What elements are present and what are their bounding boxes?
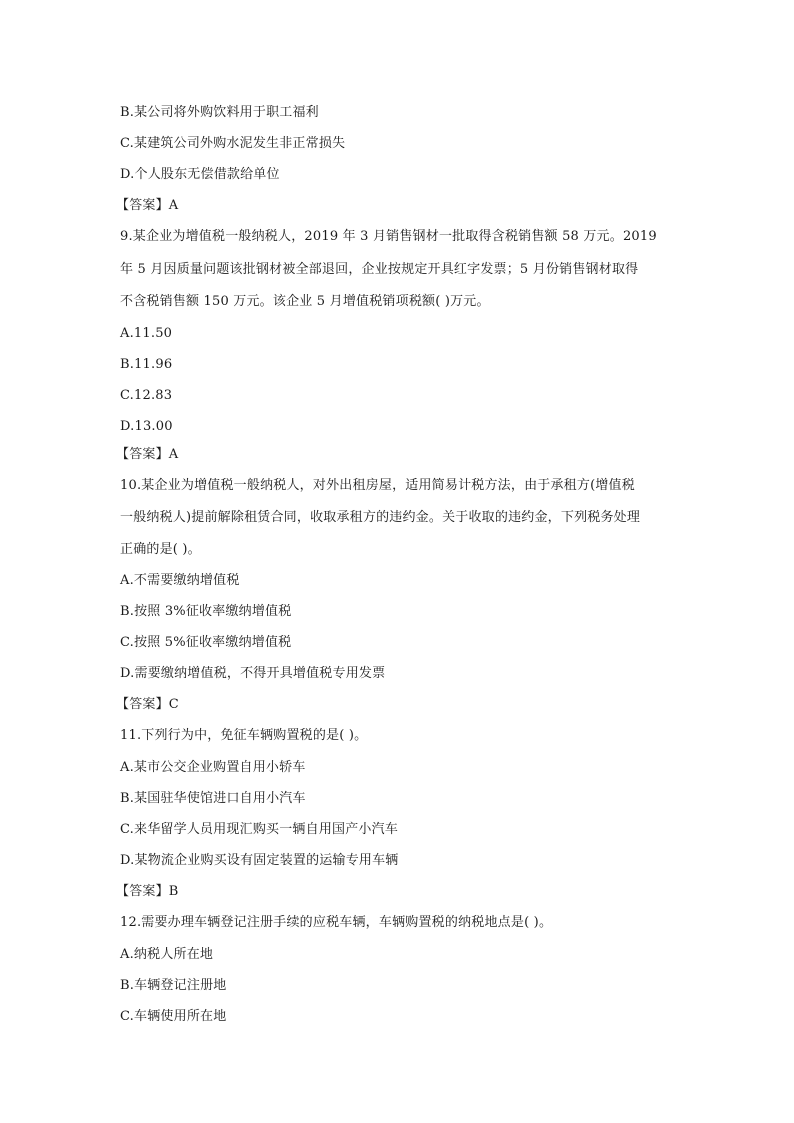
question-9-stem-line-2: 年 5 月因质量问题该批钢材被全部退回，企业按规定开具红字发票；5 月份销售钢材取得 [120, 262, 639, 277]
question-9-option-a: A.11.50 [120, 326, 173, 341]
question-9-option-d: D.13.00 [120, 419, 173, 434]
question-10-stem-line-3: 正确的是( )。 [120, 542, 201, 557]
question-12-option-b: B.车辆登记注册地 [120, 978, 227, 993]
question-12-option-c: C.车辆使用所在地 [120, 1009, 227, 1024]
question-9-stem-line-1: 9.某企业为增值税一般纳税人，2019 年 3 月销售钢材一批取得含税销售额 58 万元。2019 [120, 229, 657, 244]
question-12-stem-line-1: 12.需要办理车辆登记注册手续的应税车辆，车辆购置税的纳税地点是( )。 [120, 915, 553, 930]
question-10-option-c: C.按照 5%征收率缴纳增值税 [120, 635, 292, 650]
question-11-option-c: C.来华留学人员用现汇购买一辆自用国产小汽车 [120, 822, 399, 837]
question-10-stem-line-1: 10.某企业为增值税一般纳税人，对外出租房屋，适用简易计税方法，由于承租方(增值税 [120, 478, 635, 493]
question-12-option-a: A.纳税人所在地 [120, 947, 214, 962]
question-9-answer: 【答案】A [116, 447, 179, 462]
question-11-stem-line-1: 11.下列行为中，免征车辆购置税的是( )。 [120, 728, 368, 743]
question-9-stem-line-3: 不含税销售额 150 万元。该企业 5 月增值税销项税额( )万元。 [120, 294, 490, 309]
question-11-option-d: D.某物流企业购买设有固定装置的运输专用车辆 [120, 853, 399, 868]
question-10-stem-line-2: 一般纳税人)提前解除租赁合同，收取承租方的违约金。关于收取的违约金，下列税务处理 [120, 510, 641, 525]
question-10-option-b: B.按照 3%征收率缴纳增值税 [120, 604, 292, 619]
option-b: B.某公司将外购饮料用于职工福利 [120, 105, 319, 120]
answer-line: 【答案】A [116, 198, 179, 213]
question-10-option-a: A.不需要缴纳增值税 [120, 573, 240, 588]
question-11-option-a: A.某市公交企业购置自用小轿车 [120, 760, 306, 775]
option-d: D.个人股东无偿借款给单位 [120, 167, 280, 182]
question-10-answer: 【答案】C [116, 697, 179, 712]
question-9-option-c: C.12.83 [120, 388, 173, 403]
question-9-option-b: B.11.96 [120, 357, 173, 372]
question-10-option-d: D.需要缴纳增值税，不得开具增值税专用发票 [120, 666, 386, 681]
question-11-answer: 【答案】B [116, 884, 179, 899]
question-11-option-b: B.某国驻华使馆进口自用小汽车 [120, 791, 306, 806]
option-c: C.某建筑公司外购水泥发生非正常损失 [120, 136, 346, 151]
